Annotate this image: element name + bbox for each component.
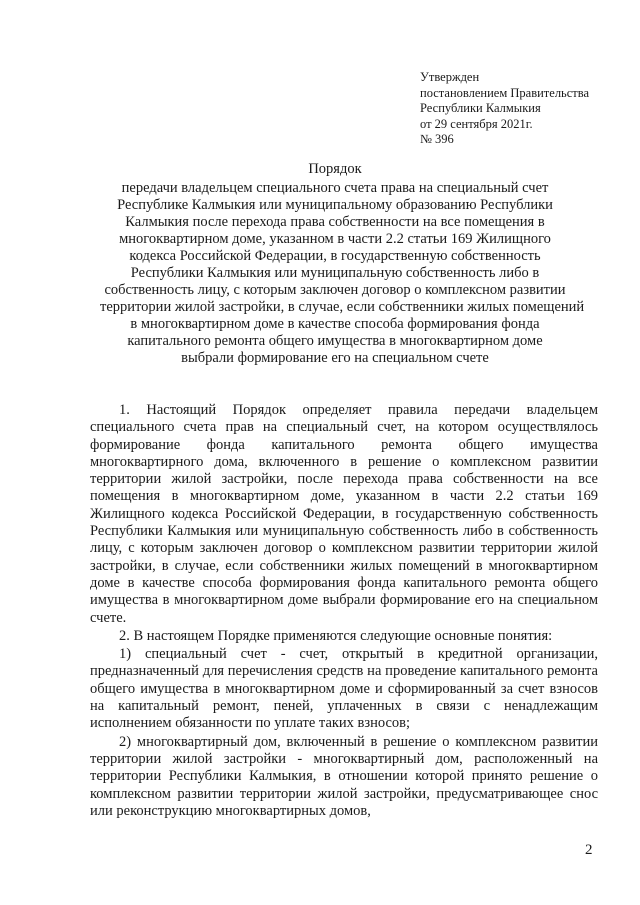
title-line: Республике Калмыкия или муниципальному образованию Республики [117,197,553,213]
title-line: многоквартирном доме, указанном в части 2.2 статьи 169 Жилищного [119,231,551,247]
paragraph: 2) многоквартирный дом, включенный в решение о комплексном развитии территории жилой застройки - многоквартирный дом, расположенный на территории Республики Калмыкия, в отношении которой принято решение о комплексном развитии территории жилой застройки, предусматривающее снос или реконструкцию многоквартирных домов, [90,733,598,819]
paragraph: 1. Настоящий Порядок определяет правила передачи владельцем специального счета прав на специальный счет, на котором осуществлялось формирование фонда капитального ремонта общего имущества многоквартирного дома, включенного в решение о комплексном развитии территории жилой застройки, после перехода права собственности на все помещения в многоквартирном доме, указанном в части 2.2 статьи 169 Жилищного кодекса Российской Федерации, в государственную собственность Республики Калмыкия или муниципальную собственность либо в собственность лицу, с которым заключен договор о комплексном развитии территории жилой застройки, в случае, если собственники жилых помещений в многоквартирном доме в качестве способа формирования фонда капитального ремонта общего имущества в многоквартирном доме выбрали формирование его на специальном счете. [90,402,598,626]
title-line: капитального ремонта общего имущества в многоквартирном доме [127,333,543,349]
document-title [100,161,585,367]
approval-stamp [420,70,630,148]
title-heading: Порядок [308,161,362,177]
document-body [90,402,598,820]
title-line: территории жилой застройки, в случае, если собственники жилых помещений [100,299,585,315]
title-line: кодекса Российской Федерации, в государственную собственность [129,248,541,264]
approval-line: № 396 [420,132,454,146]
approval-line: от 29 сентября 2021г. [420,116,533,131]
title-line: Калмыкия после перехода права собственности на все помещения в [125,214,545,230]
approval-line: Утвержден [420,70,480,84]
paragraph: 2. В настоящем Порядке применяются следующие основные понятия: [119,627,553,644]
title-line: собственность лицу, с которым заключен договор о комплексном развитии [104,282,566,298]
paragraph: 1) специальный счет - счет, открытый в кредитной организации, предназначенный для перечисления средств на проведение капитального ремонта общего имущества в многоквартирном доме и сформированный за счет взносов на капитальный ремонт, пеней, уплаченных в связи с ненадлежащим исполнением обязанности по уплате таких взносов; [90,646,598,732]
title-line: выбрали формирование его на специальном счете [181,350,489,366]
page-number: 2 [585,842,593,858]
approval-line: Республики Калмыкия [420,101,541,115]
title-line: Республики Калмыкия или муниципальную собственность либо в [130,265,540,281]
title-line: в многоквартирном доме в качестве способа формирования фонда [130,316,540,332]
title-line: передачи владельцем специального счета права на специальный счет [121,180,549,196]
approval-line: постановлением Правительства [420,85,590,100]
